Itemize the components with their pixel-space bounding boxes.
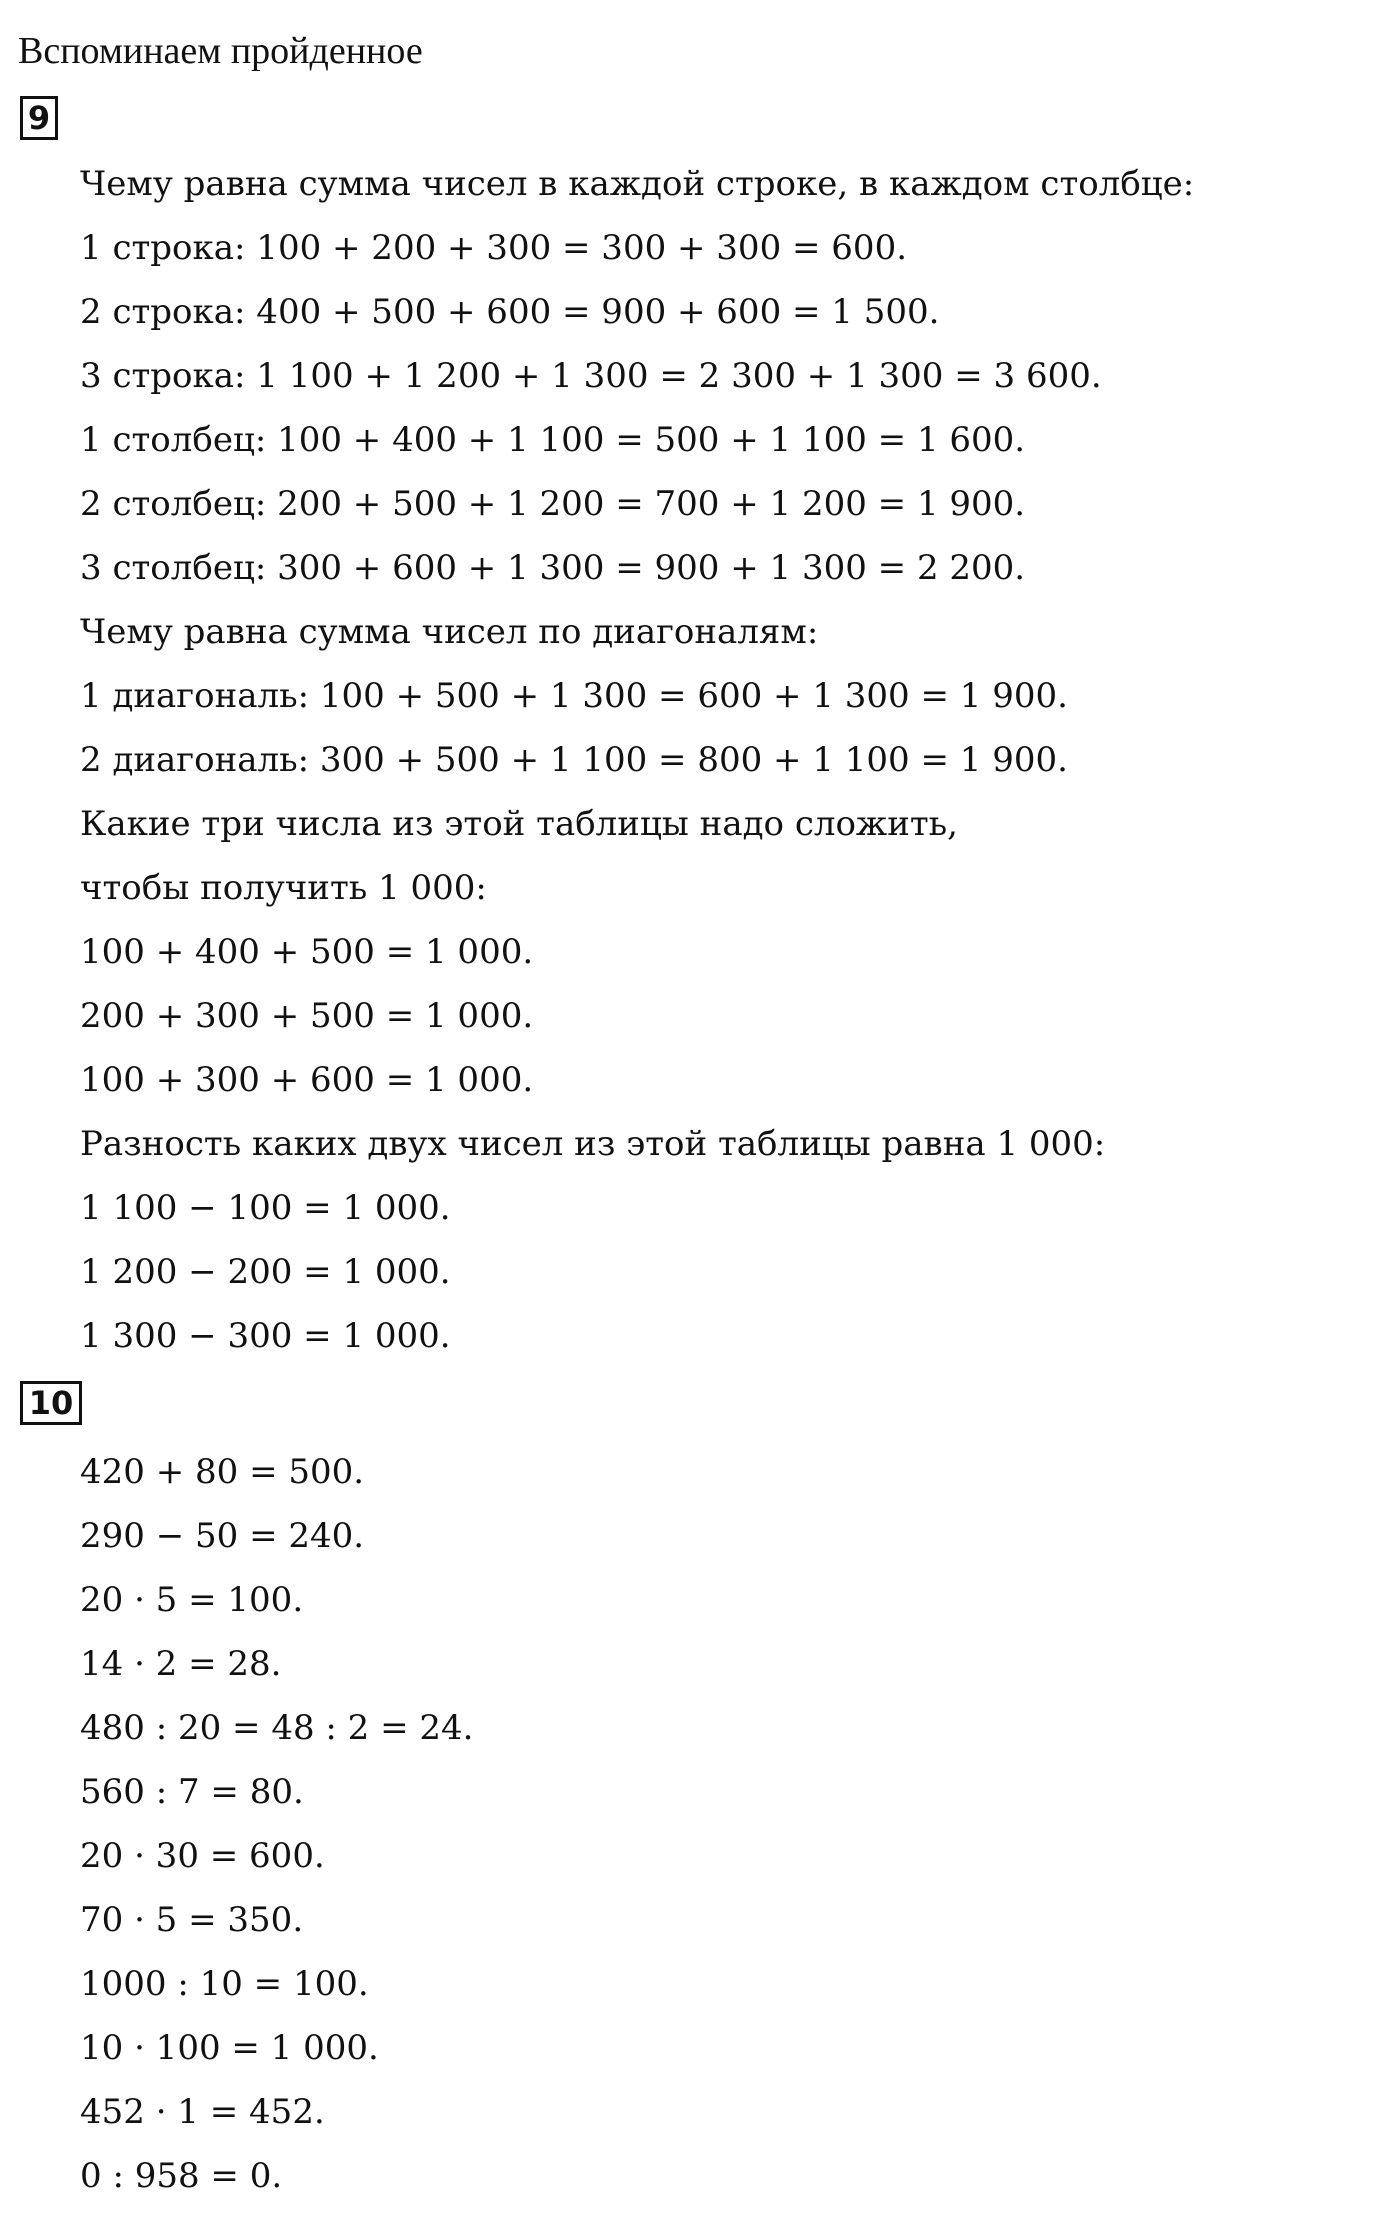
solution-line: 2 строка: 400 + 500 + 600 = 900 + 600 = 1 500. xyxy=(80,292,940,332)
solution-line: 20 · 30 = 600. xyxy=(80,1836,325,1876)
solution-line: 290 − 50 = 240. xyxy=(80,1516,365,1556)
solution-line: 560 : 7 = 80. xyxy=(80,1772,304,1812)
solution-line: 70 · 5 = 350. xyxy=(80,1900,304,1940)
solution-line: 1 200 − 200 = 1 000. xyxy=(80,1252,451,1292)
solution-line: 480 : 20 = 48 : 2 = 24. xyxy=(80,1708,474,1748)
solution-line: 1000 : 10 = 100. xyxy=(80,1964,369,2004)
solution-line: 100 + 300 + 600 = 1 000. xyxy=(80,1060,534,1100)
solution-line: 3 строка: 1 100 + 1 200 + 1 300 = 2 300 + 1 300 = 3 600. xyxy=(80,356,1102,396)
solution-line: 100 + 400 + 500 = 1 000. xyxy=(80,932,534,972)
section-title: Вспоминаем пройденное xyxy=(18,30,423,72)
solution-line: чтобы получить 1 000: xyxy=(80,868,487,908)
solution-line: 420 + 80 = 500. xyxy=(80,1452,365,1492)
solution-line: 0 : 958 = 0. xyxy=(80,2156,283,2196)
solution-line: 1 300 − 300 = 1 000. xyxy=(80,1316,451,1356)
solution-line: 452 · 1 = 452. xyxy=(80,2092,325,2132)
solution-line: 10 · 100 = 1 000. xyxy=(80,2028,379,2068)
solution-line: 1 100 − 100 = 1 000. xyxy=(80,1188,451,1228)
solution-line: 20 · 5 = 100. xyxy=(80,1580,304,1620)
solution-line: Какие три числа из этой таблицы надо сложить, xyxy=(80,804,958,844)
solution-line: 2 столбец: 200 + 500 + 1 200 = 700 + 1 200 = 1 900. xyxy=(80,484,1026,524)
solution-line: 2 диагональ: 300 + 500 + 1 100 = 800 + 1 100 = 1 900. xyxy=(80,740,1068,780)
solution-line: 1 диагональ: 100 + 500 + 1 300 = 600 + 1 300 = 1 900. xyxy=(80,676,1068,716)
task-9-solution xyxy=(80,152,1194,1368)
task-10-solution xyxy=(80,1440,473,2208)
solution-line: 1 строка: 100 + 200 + 300 = 300 + 300 = 600. xyxy=(80,228,908,268)
solution-line: 200 + 300 + 500 = 1 000. xyxy=(80,996,534,1036)
solution-line: 3 столбец: 300 + 600 + 1 300 = 900 + 1 300 = 2 200. xyxy=(80,548,1026,588)
solution-line: Чему равна сумма чисел в каждой строке, в каждом столбце: xyxy=(80,164,1195,204)
task-number-10: 10 xyxy=(20,1381,82,1425)
task-number-9: 9 xyxy=(20,96,58,140)
solution-line: Чему равна сумма чисел по диагоналям: xyxy=(80,612,819,652)
solution-line: 1 столбец: 100 + 400 + 1 100 = 500 + 1 100 = 1 600. xyxy=(80,420,1026,460)
solution-line: 14 · 2 = 28. xyxy=(80,1644,282,1684)
solution-line: Разность каких двух чисел из этой таблицы равна 1 000: xyxy=(80,1124,1106,1164)
